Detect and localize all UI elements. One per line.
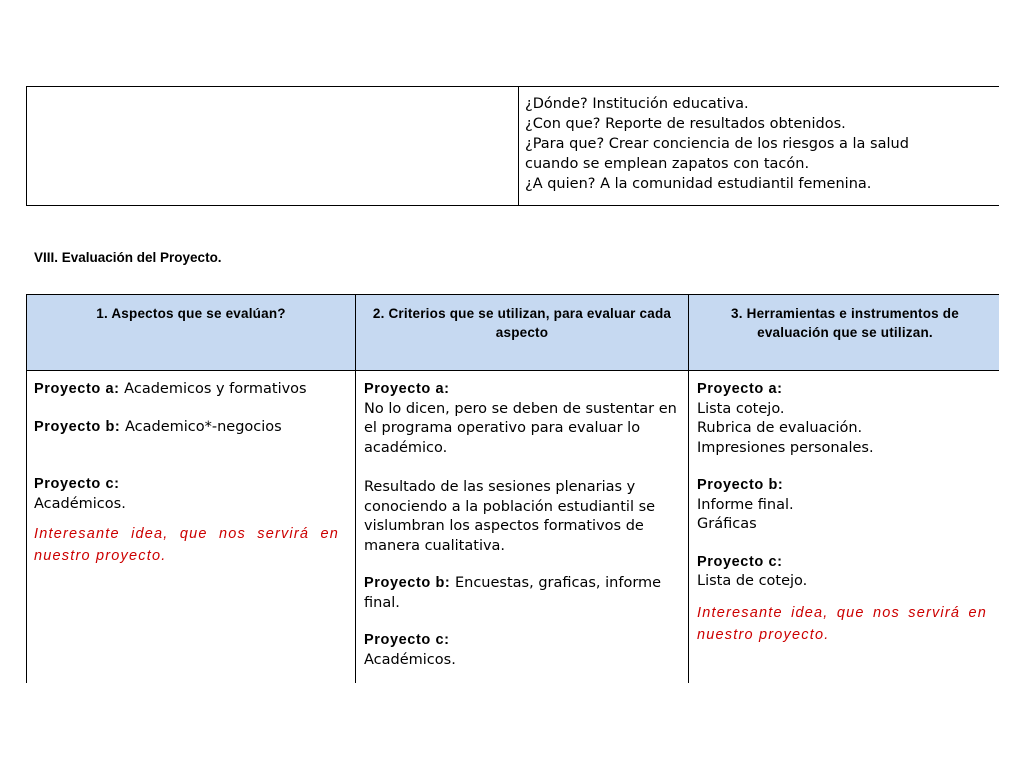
herramienta-item: Lista cotejo. (697, 400, 785, 417)
proyecto-a-criterio-2: Resultado de las sesiones plenarias y conociendo a la población estudiantil se vislumbran los aspectos formativos de manera cualitativa. (364, 479, 656, 554)
proyecto-a-label: Proyecto a: (697, 381, 783, 397)
herramienta-item: Impresiones personales. (697, 439, 874, 456)
herramienta-item: Gráficas (697, 516, 757, 532)
proyecto-c-aspectos: Académicos. (34, 495, 126, 512)
proyecto-c-label: Proyecto c: (697, 553, 783, 570)
top-line-para-que-cont: cuando se emplean zapatos con tacón. (525, 156, 810, 172)
header-criterios: 2. Criterios que se utilizan, para evaluar cada aspecto (372, 306, 672, 340)
proyecto-b-label: Proyecto b: (34, 418, 121, 435)
column-divider (355, 295, 356, 683)
evaluation-table (26, 294, 999, 683)
cell-herramientas (697, 380, 987, 646)
proyecto-b-label: Proyecto b: (364, 575, 451, 591)
top-line-a-quien: ¿A quien? A la comunidad estudiantil femenina. (525, 176, 872, 192)
section-heading: VIII. Evaluación del Proyecto. (34, 250, 222, 265)
herramienta-item: Rubrica de evaluación. (697, 420, 863, 436)
header-herramientas: 3. Herramientas e instrumentos de evaluación que se utilizan. (731, 306, 959, 340)
top-line-donde: ¿Dónde? Institución educativa. (525, 96, 749, 112)
top-table-right-cell (525, 94, 985, 194)
header-aspectos: 1. Aspectos que se evalúan? (96, 306, 286, 321)
herramienta-item: Lista de cotejo. (697, 573, 808, 589)
cell-aspectos (34, 380, 339, 567)
proyecto-c-criterio: Académicos. (364, 651, 456, 668)
proyecto-a-criterio-1: No lo dicen, pero se deben de sustentar en el programa operativo para evaluar lo académico. (364, 400, 677, 456)
proyecto-c-label: Proyecto c: (34, 476, 120, 492)
column-divider (688, 295, 689, 683)
top-line-para-que: ¿Para que? Crear conciencia de los riesgos a la salud (525, 136, 909, 152)
top-table-left-cell (27, 87, 519, 205)
top-table (26, 86, 999, 206)
proyecto-a-label: Proyecto a: (364, 381, 450, 397)
cell-criterios (364, 380, 682, 670)
note-interesante-col3: Interesante idea, que nos servirá en nuestro proyecto. (697, 604, 987, 643)
top-line-con-que: ¿Con que? Reporte de resultados obtenidos. (525, 116, 846, 132)
note-interesante-col1: Interesante idea, que nos servirá en nuestro proyecto. (34, 526, 339, 564)
proyecto-b-label: Proyecto b: (697, 477, 784, 493)
proyecto-c-label: Proyecto c: (364, 632, 450, 648)
proyecto-b-criterio: Encuestas, graficas, informe final. (364, 575, 662, 611)
proyecto-b-aspectos: Academico*-negocios (120, 418, 282, 435)
proyecto-a-label: Proyecto a: (34, 381, 120, 397)
proyecto-a-aspectos: Academicos y formativos (119, 381, 307, 397)
herramienta-item: Informe final. (697, 496, 794, 513)
